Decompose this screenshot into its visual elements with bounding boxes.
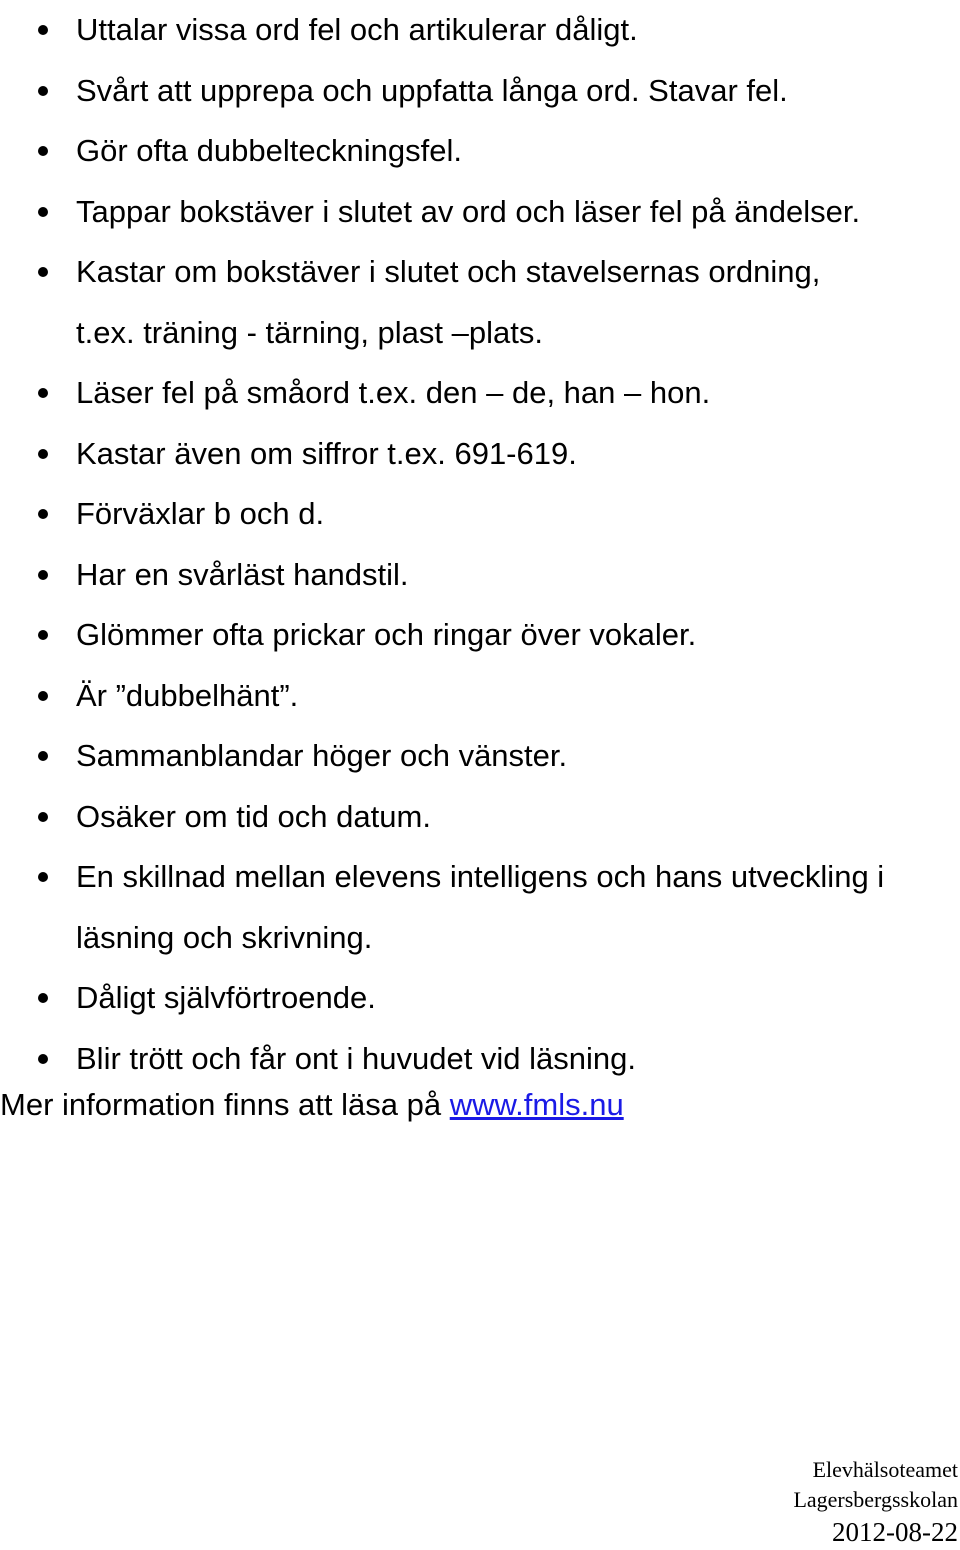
footer-school: Lagersbergsskolan [793, 1487, 958, 1512]
list-item [0, 363, 960, 424]
bullet-icon [38, 691, 48, 701]
list-item-text: Läser fel på småord t.ex. den – de, han – hon. [76, 375, 711, 410]
list-item-text: Dåligt självförtroende. [76, 980, 376, 1015]
list-item-text: Har en svårläst handstil. [76, 556, 409, 592]
list-item-text: läsning och skrivning. [76, 919, 373, 955]
list-item [0, 242, 960, 363]
more-info-line [0, 1075, 624, 1135]
list-item [0, 424, 960, 485]
more-info-text: Mer information finns att läsa på [0, 1087, 450, 1122]
bullet-icon [38, 207, 48, 217]
bullet-icon [38, 86, 48, 96]
list-item [0, 605, 960, 666]
footer-team: Elevhälsoteamet [812, 1457, 958, 1482]
bullet-icon [38, 146, 48, 156]
list-item-text: Gör ofta dubbelteckningsfel. [76, 133, 463, 168]
list-item-text: Glömmer ofta prickar och ringar över vokaler. [76, 617, 697, 652]
bullet-icon [38, 570, 48, 580]
bullet-icon [38, 630, 48, 640]
list-item [0, 182, 960, 243]
list-item [0, 0, 960, 61]
list-item-text: En skillnad mellan elevens intelligens och hans utveckling i [76, 859, 885, 894]
list-item [0, 545, 960, 606]
list-item-text: Osäker om tid och datum. [76, 798, 431, 834]
list-item-text: Är ”dubbelhänt”. [76, 677, 299, 713]
list-item-text: Svårt att upprepa och uppfatta långa ord. Stavar fel. [76, 72, 788, 108]
list-item-text: Förväxlar b och d. [76, 496, 325, 531]
list-item [0, 968, 960, 1029]
list-item [0, 484, 960, 545]
bullet-icon [38, 388, 48, 398]
list-item-text: Uttalar vissa ord fel och artikulerar dåligt. [76, 12, 638, 47]
fmls-link[interactable]: www.fmls.nu [449, 1087, 624, 1122]
list-item-text: Kastar om bokstäver i slutet och stavelsernas ordning, [76, 254, 821, 289]
list-item [0, 726, 960, 787]
bullet-icon [38, 1054, 48, 1064]
list-item [0, 666, 960, 727]
list-item [0, 61, 960, 122]
bullet-icon [38, 872, 48, 882]
footer-signature [793, 1455, 958, 1549]
list-item [0, 121, 960, 182]
list-item-text: Tappar bokstäver i slutet av ord och läser fel på ändelser. [76, 193, 861, 229]
list-item [0, 847, 960, 968]
footer-date: 2012-08-22 [832, 1517, 958, 1547]
list-item-text: Sammanblandar höger och vänster. [76, 738, 568, 773]
bullet-icon [38, 751, 48, 761]
list-item [0, 787, 960, 848]
bullet-icon [38, 509, 48, 519]
bullet-icon [38, 25, 48, 35]
list-item-text: Blir trött och får ont i huvudet vid läsning. [76, 1040, 637, 1076]
list-item-text: Kastar även om siffror t.ex. 691-619. [76, 435, 577, 471]
bullet-icon [38, 449, 48, 459]
bullet-icon [38, 267, 48, 277]
bullet-icon [38, 993, 48, 1003]
bullet-icon [38, 812, 48, 822]
list-item-text: t.ex. träning - tärning, plast –plats. [76, 314, 543, 350]
